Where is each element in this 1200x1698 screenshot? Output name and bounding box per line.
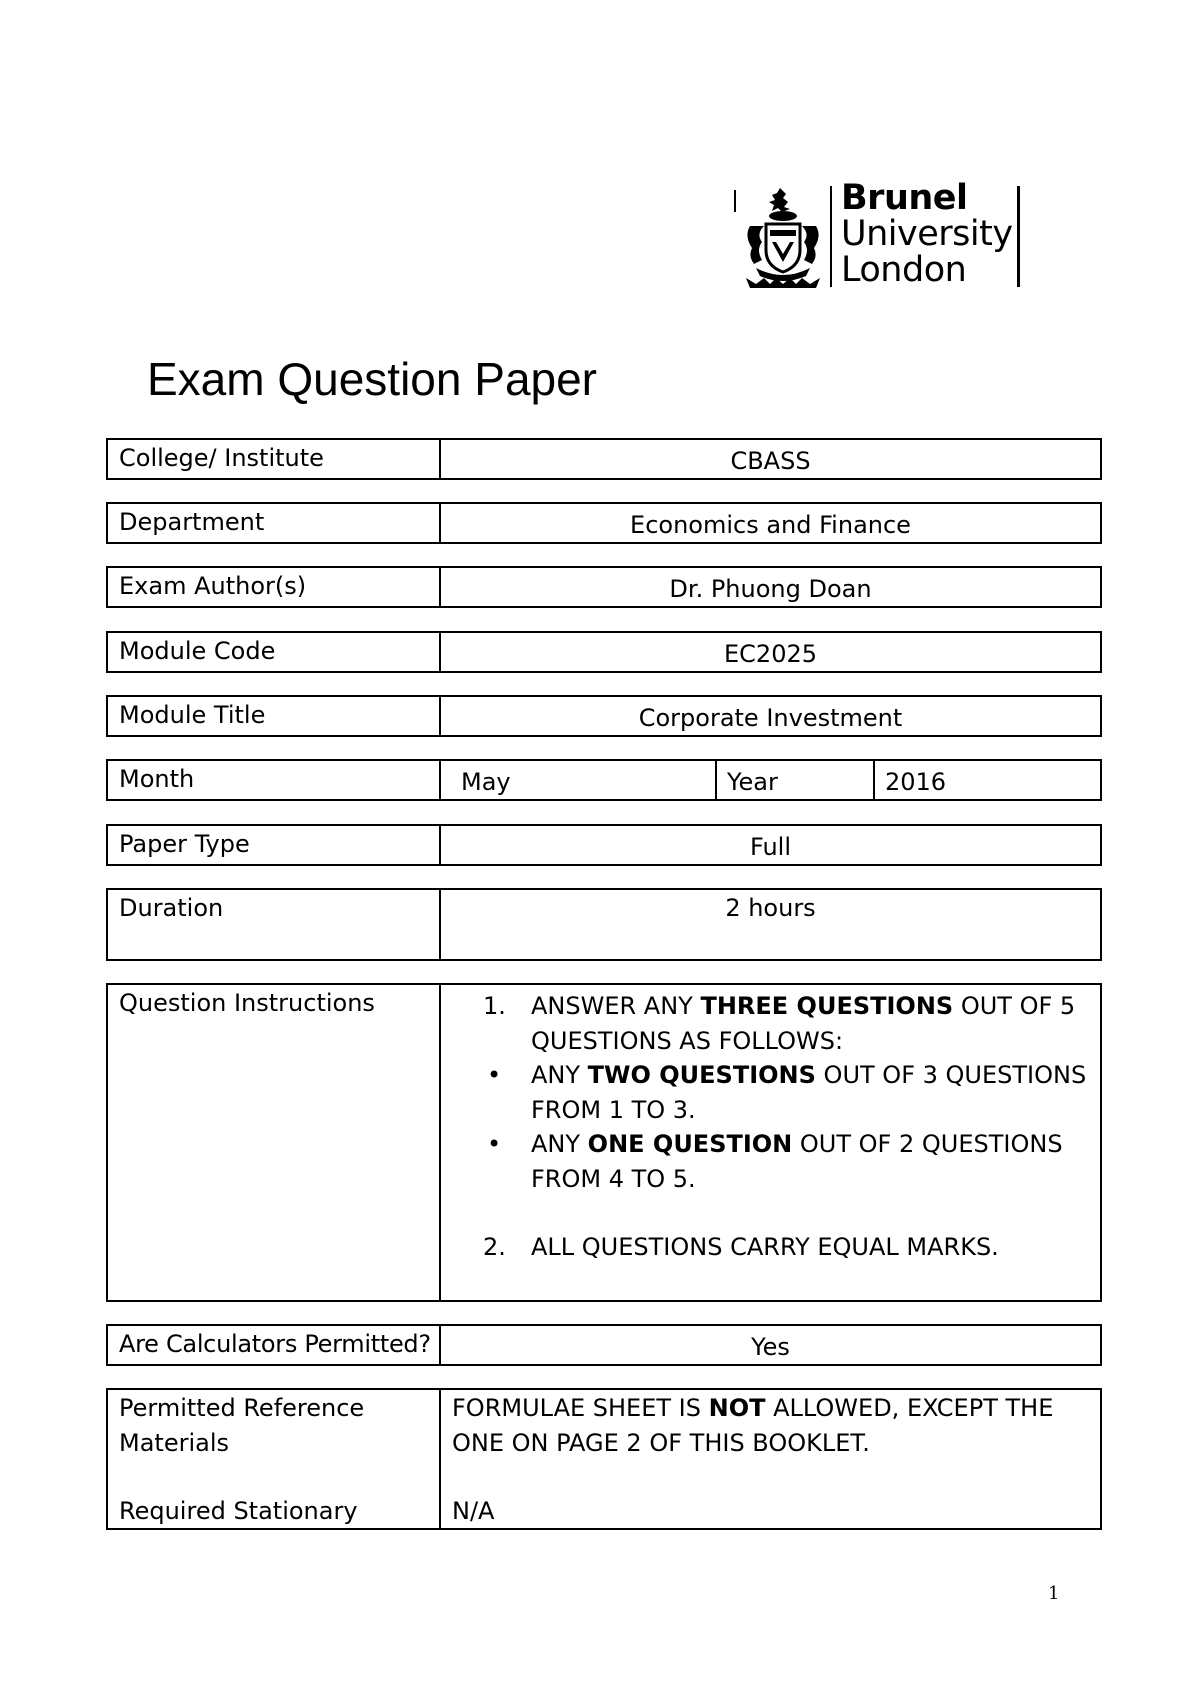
page-title: Exam Question Paper [147,353,598,405]
instruction-text: OUT OF 2 QUESTIONS FROM 4 TO 5. [531,1130,1063,1193]
instruction-item-1 [483,989,1090,1058]
row-label: Question Instructions [108,985,441,1300]
instruction-bullet-2 [487,1127,1090,1196]
row-value: Economics and Finance [630,511,911,539]
reference-bold: NOT [708,1394,766,1422]
instruction-number: 2. [483,1233,506,1261]
stationary-value: N/A [452,1497,495,1525]
instruction-item-2 [483,1230,1090,1265]
bullet-icon: • [487,1061,502,1089]
row-label: Module Title [108,697,441,735]
month-year-cells [441,761,1100,799]
instruction-text: OUT OF 3 QUESTIONS FROM 1 TO 3. [531,1061,1087,1124]
row-value: CBASS [730,447,811,475]
year-value: 2016 [885,768,947,796]
instruction-text: ANY [531,1061,588,1089]
row-exam-authors [106,566,1102,608]
row-value: 2 hours [725,894,816,922]
university-logo [734,178,1024,290]
bullet-icon: • [487,1130,502,1158]
logo-rule-left [734,190,736,212]
row-label: Exam Author(s) [108,568,441,606]
instruction-bullet-1 [487,1058,1090,1127]
reference-values [441,1390,1100,1528]
row-value: Corporate Investment [638,704,903,732]
month-label: Month [108,761,441,799]
page-number: 1 [1048,1583,1060,1604]
instruction-text: ANY [531,1130,588,1158]
row-paper-type [106,824,1102,866]
row-label: Duration [108,890,441,959]
reference-text: ALLOWED, EXCEPT THE ONE ON PAGE 2 OF THIS BOOKLET. [452,1394,1054,1457]
row-value: Full [749,833,792,861]
row-module-title [106,695,1102,737]
row-college [106,438,1102,480]
logo-wordmark [841,180,1013,288]
crest-icon [742,186,824,290]
row-label: Paper Type [108,826,441,864]
instruction-text: OUT OF 5 QUESTIONS AS FOLLOWS: [531,992,1076,1055]
reference-label: Permitted Reference Materials [119,1394,365,1457]
reference-text: FORMULAE SHEET IS [452,1394,709,1422]
row-value: EC2025 [724,640,817,668]
instruction-bold: ONE QUESTION [587,1130,793,1158]
logo-line-university: University [841,214,1013,254]
logo-line-london: London [841,250,967,290]
row-label: Are Calculators Permitted? [108,1326,441,1364]
reference-value [452,1391,1090,1460]
instruction-text: ANSWER ANY [531,992,701,1020]
row-reference-materials [106,1388,1102,1530]
instruction-text: ALL QUESTIONS CARRY EQUAL MARKS. [531,1233,999,1261]
row-value: Dr. Phuong Doan [669,575,872,603]
year-label: Year [717,761,875,799]
row-month-year [106,759,1102,801]
row-question-instructions [106,983,1102,1302]
reference-labels [108,1390,441,1528]
row-department [106,502,1102,544]
month-value: May [441,761,717,799]
row-calculators [106,1324,1102,1366]
row-value: Yes [751,1333,790,1361]
logo-rule-middle [830,186,832,287]
row-label: College/ Institute [108,440,441,478]
instruction-bold: TWO QUESTIONS [587,1061,816,1089]
row-label: Module Code [108,633,441,671]
logo-line-brunel: Brunel [841,178,968,218]
instruction-number: 1. [483,992,506,1020]
instructions-list [441,985,1100,1300]
logo-rule-right [1017,186,1020,287]
row-duration [106,888,1102,961]
stationary-label: Required Stationary [119,1497,358,1525]
row-module-code [106,631,1102,673]
instruction-bold: THREE QUESTIONS [700,992,954,1020]
row-label: Department [108,504,441,542]
